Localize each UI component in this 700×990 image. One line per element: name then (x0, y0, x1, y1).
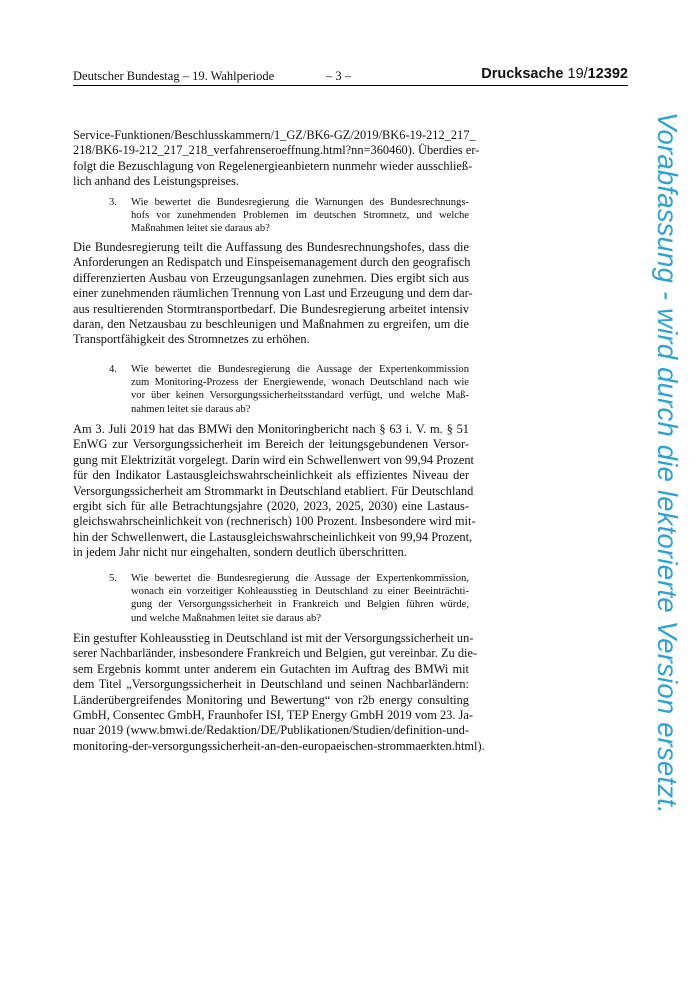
page-number: – 3 – (326, 69, 351, 83)
draft-watermark: Vorabfassung - wird durch die lektorierte Version ersetzt. (652, 112, 683, 814)
document-prefix: 19/ (567, 66, 588, 82)
question-5-number: 5. (109, 573, 117, 584)
document-id: 12392 (587, 66, 628, 82)
question-3-text: Wie bewertet die Bundesregierung die Warnungen des Bundesrechnungs- hofs vor zunehmenden Problemen im deutschen Stromnetz, und welche Maßnahmen leitet sie daraus ab? (131, 197, 469, 235)
question-4-text: Wie bewertet die Bundesregierung die Aussage der Expertenkommission zum Monitoring-Prozess der Energiewende, wonach Deutschland nach wie vor über keinen Versorgungssicherheitsstandard verfügt, und welche Maß- nahmen leitet sie daraus ab? (131, 364, 469, 415)
question-3-number: 3. (109, 197, 117, 208)
parliament-period: Deutscher Bundestag – 19. Wahlperiode (73, 69, 275, 83)
answer-4: Am 3. Juli 2019 hat das BMWi den Monitoringbericht nach § 63 i. V. m. § 51 EnWG zur Versorgungssicherheit im Bereich der leitungsgebundenen Versor- gung mit Elektrizität vorgelegt. Darin wird ein Schwellenwert von 99,94 Prozent für den Indikator Lastausgleichswahrscheinlichkeit als effizientes Niveau der Versorgungssicherheit am Strommarkt in Deutschland etabliert. Für Deutschland ergibt sich für alle Betrachtungsjahre (2020, 2023, 2025, 2030) eine Lastaus- gleichswahrscheinlichkeit von (rechnerisch) 100 Prozent. Insbesondere wird mit- hin der Schwellenwert, die Lastausgleichswahrscheinlichkeit von 99,94 Prozent, in jedem Jahr nicht nur eingehalten, sondern deutlich überschritten. (73, 422, 476, 560)
header-rule (73, 85, 628, 86)
document-number (481, 66, 628, 82)
question-4-number: 4. (109, 364, 117, 375)
answer-3: Die Bundesregierung teilt die Auffassung des Bundesrechnungshofes, dass die Anforderungen an Redispatch und Einspeisemanagement durch den geografisch differenzierten Ausbau von Erzeugungsanlagen zunehmen. Dies ergibt sich aus einer zunehmenden räumlichen Trennung von Last und Erzeugung und dem dar- aus resultierenden Stormtransportbedarf. Die Bundesregierung arbeitet intensiv daran, den Netzausbau zu beschleunigen und Maßnahmen zu ergreifen, um die Transportfähigkeit des Stromnetzes zu erhöhen. (73, 240, 473, 347)
document-label: Drucksache (481, 66, 564, 82)
page-header (73, 66, 628, 86)
intro-paragraph: Service-Funktionen/Beschlusskammern/1_GZ/BK6-GZ/2019/BK6-19-212_217_ 218/BK6-19-212_217_218_verfahrenseroeffnung.html?nn=360460). Überdies er- folgt die Bezuschlagung von Regelenergieanbietern nunmehr wieder ausschließ- lich anhand des Leistungspreises. (73, 128, 480, 189)
question-5-text: Wie bewertet die Bundesregierung die Aussage der Expertenkommission, wonach ein vorzeitiger Kohleausstieg in Deutschland zu einer Beeinträchti- gung der Versorgungssicherheit in Frankreich und Belgien führen würde, und welche Maßnahmen leitet sie daraus ab? (131, 573, 469, 624)
answer-5: Ein gestufter Kohleausstieg in Deutschland ist mit der Versorgungssicherheit un- serer Nachbarländer, insbesondere Frankreich und Belgien, gut vereinbar. Zu die- sem Ergebnis kommt unter anderem ein Gutachten im Auftrag des BMWi mit dem Titel „Versorgungssicherheit in Deutschland und seinen Nachbarländern: Länderübergreifendes Monitoring und Bewertung“ von r2b energy consulting GmbH, Consentec GmbH, Fraunhofer ISI, TEP Energy GmbH 2019 vom 23. Ja- nuar 2019 (www.bmwi.de/Redaktion/DE/Publikationen/Studien/definition-und- monitoring-der-versorgungssicherheit-an-den-europaeischen-strommaerkten.html). (73, 631, 485, 753)
